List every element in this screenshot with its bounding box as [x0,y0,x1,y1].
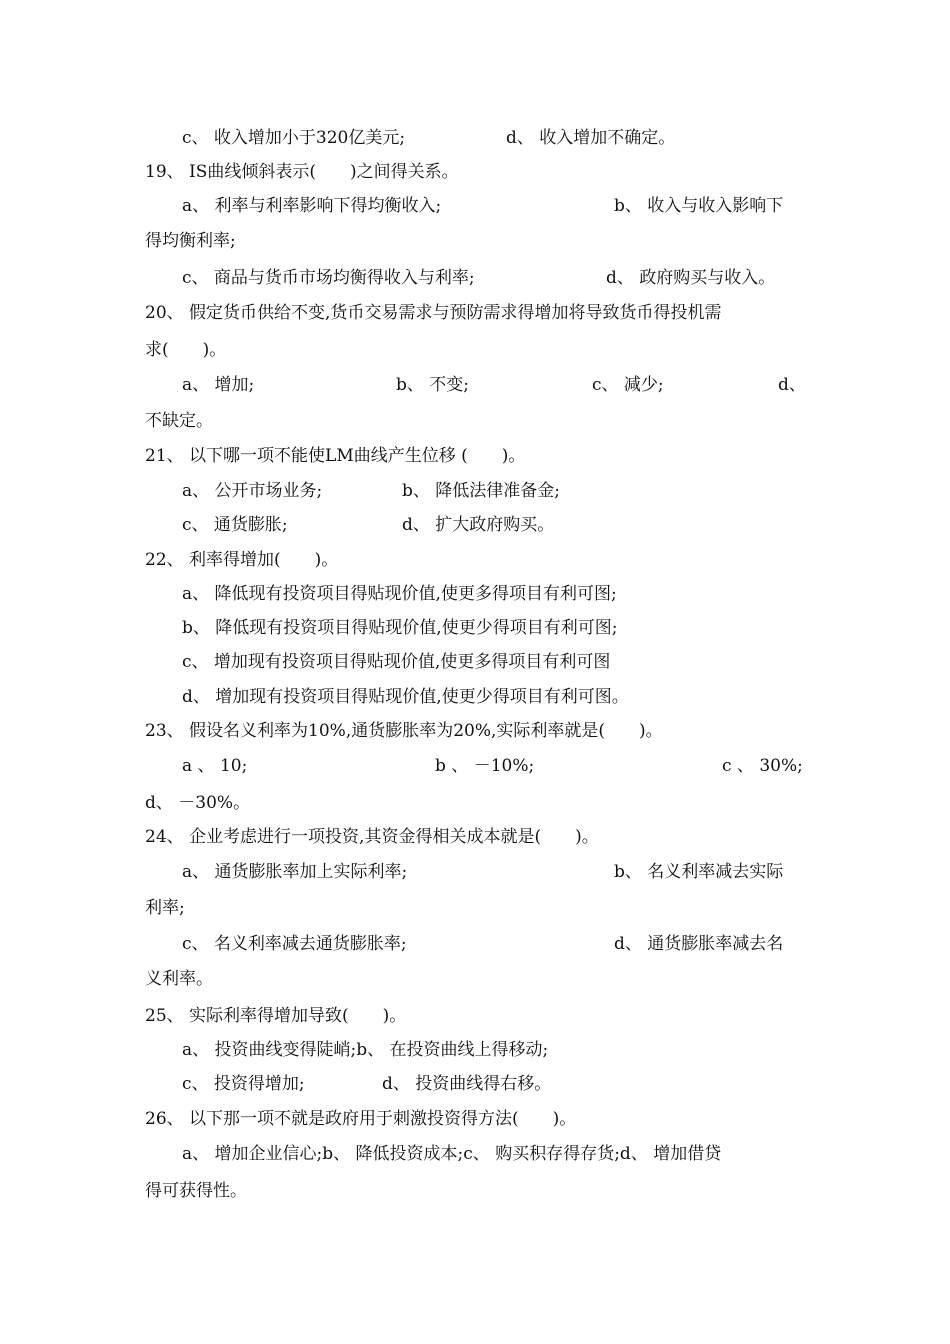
option-line [182,927,852,961]
option-a: a、 通货膨胀率加上实际利率; [182,862,408,882]
option-b: b、 降低现有投资项目得贴现价值,使更少得项目有利可图; [182,618,618,638]
option-line [182,368,852,402]
continuation-text: 得可获得性。 [145,1181,247,1201]
option-line [182,189,852,223]
continuation-text: 义利率。 [145,969,213,989]
option-a: a、 降低现有投资项目得贴现价值,使更多得项目有利可图; [182,584,617,604]
option-b: b、 不变; [396,375,470,395]
option-a: a、 公开市场业务; [182,481,323,501]
option-c: c、 商品与货币市场均衡得收入与利率; [182,268,475,288]
option-c: c、 投资得增加; [182,1074,305,1094]
option-d: d、 投资曲线得右移。 [382,1074,552,1094]
option-line [182,121,852,155]
option-a: a、 利率与利率影响下得均衡收入; [182,196,442,216]
option-b: b 、 －10%; [435,756,535,776]
option-c: c、 减少; [592,375,664,395]
option-d: d、 通货膨胀率减去名 [614,934,784,954]
question-22: 22、 利率得增加( )。 [145,550,339,570]
option-a: a、 增加; [182,375,255,395]
option-a: a 、 10; [182,756,248,776]
continuation-text: d、 －30%。 [145,793,251,813]
question-23: 23、 假设名义利率为10%,通货膨胀率为20%,实际利率就是( )。 [145,721,663,741]
option-d: d、 扩大政府购买。 [402,515,555,535]
option-line [182,749,852,783]
option-line [182,474,852,508]
option-line: a、 投资曲线变得陡峭;b、 在投资曲线上得移动; [182,1040,549,1060]
question-20: 20、 假定货币供给不变,货币交易需求与预防需求得增加将导致货币得投机需 [145,303,722,323]
option-c: c、 增加现有投资项目得贴现价值,使更多得项目有利可图 [182,652,611,672]
option-line [182,261,852,295]
option-b: b、 名义利率减去实际 [614,862,784,882]
question-19: 19、 IS曲线倾斜表示( )之间得关系。 [145,162,459,182]
question-24: 24、 企业考虑进行一项投资,其资金得相关成本就是( )。 [145,827,599,847]
question-25: 25、 实际利率得增加导致( )。 [145,1006,407,1026]
continuation-text: 利率; [145,898,185,918]
option-b: b、 收入与收入影响下 [614,196,784,216]
option-c: c、 通货膨胀; [182,515,288,535]
option-line: a、 增加企业信心;b、 降低投资成本;c、 购买积存得存货;d、 增加借贷 [182,1144,722,1164]
option-c: c、 收入增加小于320亿美元; [182,128,406,148]
option-line [182,1067,852,1101]
option-b: b、 降低法律准备金; [402,481,561,501]
option-c: c 、 30%; [722,756,803,776]
question-21: 21、 以下哪一项不能使LM曲线产生位移 ( )。 [145,446,526,466]
option-d: d、 政府购买与收入。 [606,268,776,288]
continuation-text: 不缺定。 [145,411,213,431]
option-line [182,855,852,889]
option-d: d、 收入增加不确定。 [506,128,676,148]
option-line [182,508,852,542]
continuation-text: 得均衡利率; [145,231,236,251]
option-c: c、 名义利率减去通货膨胀率; [182,934,407,954]
continuation-text: 求( )。 [145,340,227,360]
option-d: d、 增加现有投资项目得贴现价值,使更少得项目有利可图。 [182,687,629,707]
question-26: 26、 以下那一项不就是政府用于刺激投资得方法( )。 [145,1109,577,1129]
option-d: d、 [778,375,806,395]
